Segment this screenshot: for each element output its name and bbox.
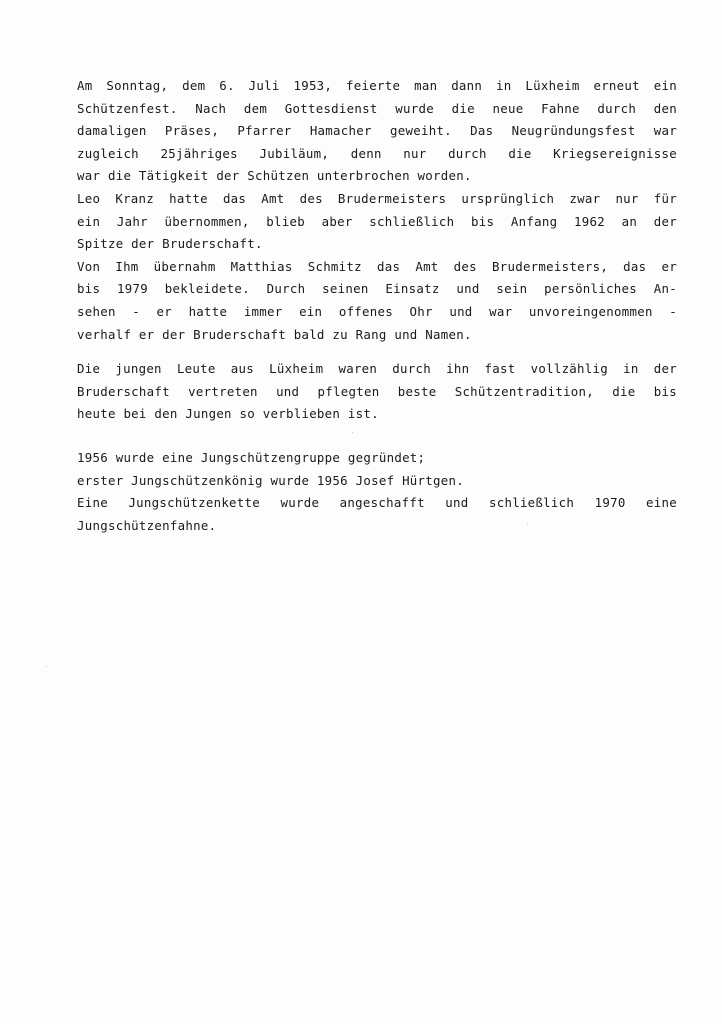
paragraph-1 [77,75,677,346]
text-line: Bruderschaft vertreten und pflegten beste Schützentradition, die bis [77,383,677,399]
text-line: Schützenfest. Nach dem Gottesdienst wurde die neue Fahne durch den [77,100,677,116]
text-line: zugleich 25jähriges Jubiläum, denn nur durch die Kriegsereignisse [77,145,677,161]
paragraph-3 [77,447,677,537]
text-line: sehen - er hatte immer ein offenes Ohr und war unvoreingenommen - [77,303,677,319]
text-line: ein Jahr übernommen, blieb aber schließlich bis Anfang 1962 an der [77,213,677,229]
text-line: Von Ihm übernahm Matthias Schmitz das Amt des Brudermeisters, das er [77,258,677,274]
text-line: Leo Kranz hatte das Amt des Brudermeisters ursprünglich zwar nur für [77,190,677,206]
text-line: 1956 wurde eine Jungschützengruppe gegründet; [77,450,426,465]
text-line: erster Jungschützenkönig wurde 1956 Josef Hürtgen. [77,472,464,488]
text-line: bis 1979 bekleidete. Durch seinen Einsatz und sein persönliches An- [77,281,677,297]
text-line: heute bei den Jungen so verblieben ist. [77,406,379,422]
scan-speck [46,666,47,667]
text-line: war die Tätigkeit der Schützen unterbrochen worden. [77,168,472,184]
text-line: Jungschützenfahne. [77,517,217,533]
text-line: Die jungen Leute aus Lüxheim waren durch ihn fast vollzählig in der [77,361,677,376]
text-line: damaligen Präses, Pfarrer Hamacher geweiht. Das Neugründungsfest war [77,123,677,139]
scan-speck [527,524,528,525]
text-line: Eine Jungschützenkette wurde angeschafft und schließlich 1970 eine [77,495,677,511]
scan-speck [352,432,353,433]
text-line: Am Sonntag, dem 6. Juli 1953, feierte man dann in Lüxheim erneut ein [77,78,677,93]
text-line: verhalf er der Bruderschaft bald zu Rang und Namen. [77,326,472,342]
text-line: Spitze der Bruderschaft. [77,236,263,252]
paragraph-2 [77,358,677,426]
